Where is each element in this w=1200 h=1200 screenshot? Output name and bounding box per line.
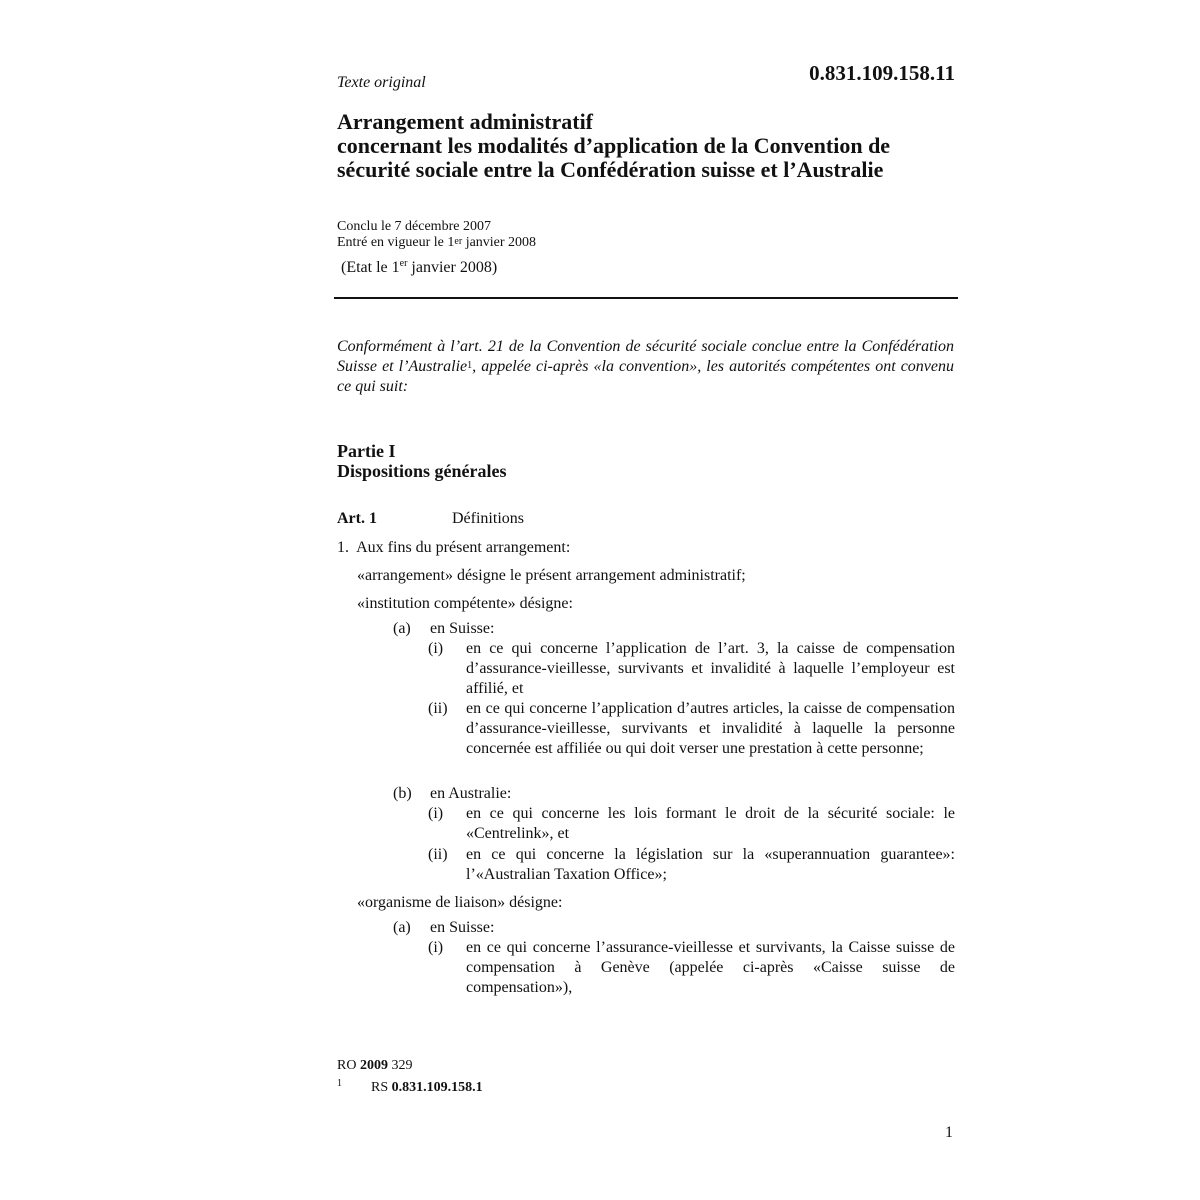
original-text-label: Texte original bbox=[337, 74, 426, 91]
liaison-a: (a) en Suisse: bbox=[393, 919, 495, 936]
liaison-a-i: (i) en ce qui concerne l’assurance-vieillesse et survivants, la Caisse suisse de compensation à Genève (appelée ci-après «Caisse suisse de compensation»), bbox=[428, 939, 955, 996]
title-line-2: concernant les modalités d’application de la Convention de bbox=[337, 133, 891, 158]
institution-b-i: (i) en ce qui concerne les lois formant le droit de la sécurité sociale: le «Centrelink», et bbox=[428, 805, 955, 842]
title-line-1: Arrangement administratif bbox=[337, 109, 594, 134]
institution-a: (a) en Suisse: bbox=[393, 620, 495, 637]
institution-a-ii: (ii) en ce qui concerne l’application d’autres articles, la caisse de compensation d’assurance-vieillesse, survivants et invalidité à laquelle la personne concernée est affiliée ou qui doit verser une prestation à cette personne; bbox=[428, 700, 955, 757]
document-title bbox=[337, 110, 957, 182]
institution-b-ii: (ii) en ce qui concerne la législation sur la «superannuation guarantee»: l’«Australian Taxation Office»; bbox=[428, 846, 955, 883]
concluded-date: Conclu le 7 décembre 2007 bbox=[337, 219, 491, 234]
part-label: Partie I bbox=[337, 441, 396, 461]
document-page bbox=[337, 0, 957, 1200]
part-title: Dispositions générales bbox=[337, 461, 507, 481]
header-rule bbox=[334, 297, 958, 299]
definition-arrangement: «arrangement» désigne le présent arrangement administratif; bbox=[357, 567, 746, 584]
definition-institution: «institution compétente» désigne: bbox=[357, 595, 573, 612]
paragraph-1: 1. Aux fins du présent arrangement: bbox=[337, 539, 571, 556]
state-date: (Etat le 1er janvier 2008) bbox=[341, 258, 498, 276]
entry-into-force: Entré en vigueur le 1er janvier 2008 bbox=[337, 235, 537, 250]
title-line-3: sécurité sociale entre la Confédération suisse et l’Australie bbox=[337, 157, 884, 182]
footnote-1: 1 RS 0.831.109.158.1 bbox=[337, 1078, 483, 1095]
article-number: Art. 1 bbox=[337, 510, 377, 527]
ro-reference: RO 2009 329 bbox=[337, 1058, 413, 1073]
definition-liaison: «organisme de liaison» désigne: bbox=[357, 894, 563, 911]
article-title: Définitions bbox=[452, 510, 524, 527]
institution-a-i: (i) en ce qui concerne l’application de l’art. 3, la caisse de compensation d’assurance-vieillesse, survivants et invalidité à laquelle l’employeur est affilié, et bbox=[428, 640, 955, 697]
preamble: Conformément à l’art. 21 de la Convention de sécurité sociale conclue entre la Confédération Suisse et l’Australie$^1$, appelée ci-après «la convention», les autorités compétentes ont convenu ce qui suit: bbox=[337, 338, 955, 395]
page-number: 1 bbox=[945, 1124, 953, 1141]
institution-b: (b) en Australie: bbox=[393, 785, 512, 802]
footnote-ref[interactable]: 1 bbox=[467, 360, 473, 371]
part-heading bbox=[337, 441, 507, 481]
dates-block bbox=[337, 219, 536, 251]
document-number: 0.831.109.158.11 bbox=[809, 61, 955, 85]
